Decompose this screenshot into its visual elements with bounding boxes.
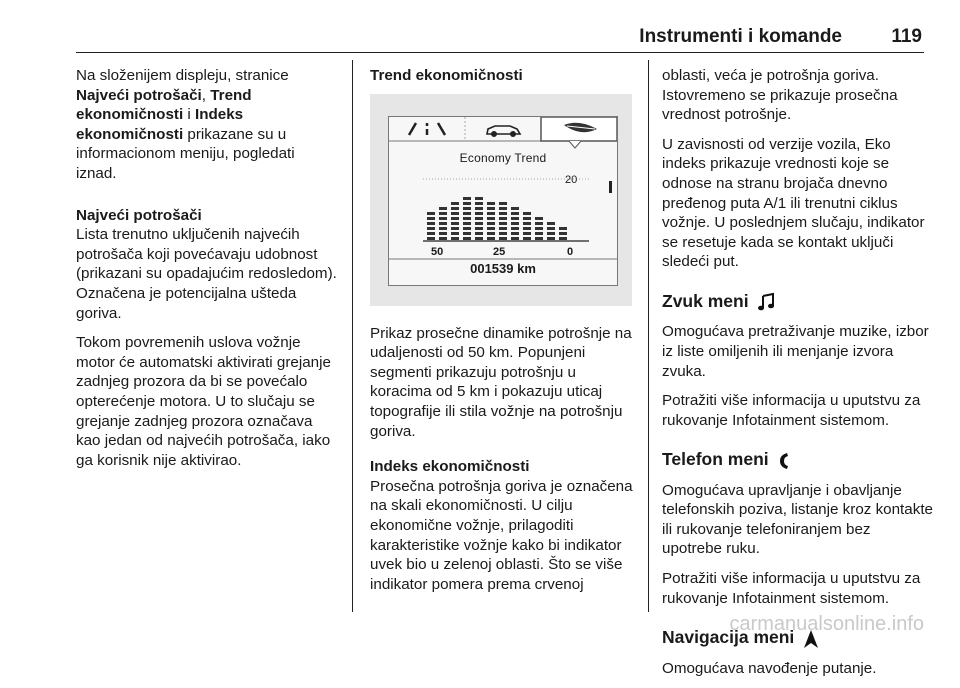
- trend-segment: [559, 227, 567, 230]
- trend-segment: [523, 217, 531, 220]
- car-icon: [487, 126, 520, 136]
- trend-segment: [499, 227, 507, 230]
- paragraph: Potražiti više informacija u uputstvu za rukovanje Infotainment sistemom.: [662, 392, 921, 429]
- left-column: [76, 66, 338, 480]
- trend-segment: [511, 227, 519, 230]
- trend-segment: [499, 222, 507, 225]
- column-divider: [352, 60, 353, 612]
- trend-segment: [439, 217, 447, 220]
- intro-paragraph: Na složenijem displeju, stranice Najveći potrošači, Trend ekonomičnosti i Indeks ekonomičnosti prikazane su u informacionom meniju, pogledati iznad.: [76, 67, 295, 182]
- trend-segment: [475, 232, 483, 235]
- odometer-readout: 001539 km: [470, 261, 536, 276]
- trend-segment: [463, 202, 471, 205]
- page-number: 119: [891, 26, 922, 47]
- trend-segment: [439, 227, 447, 230]
- trend-segment: [451, 212, 459, 215]
- heading-audio-menu: Zvuk meni: [662, 290, 934, 312]
- paragraph: Omogućava navođenje putanje.: [662, 659, 877, 677]
- trend-segment: [487, 212, 495, 215]
- trend-segment: [475, 217, 483, 220]
- trend-segment: [463, 227, 471, 230]
- trend-segment: [487, 237, 495, 240]
- paragraph: oblasti, veća je potrošnja goriva. Istovremeno se prikazuje prosečna vrednost potrošnje.: [662, 67, 898, 124]
- trend-segment: [487, 222, 495, 225]
- phone-handset-icon: [778, 451, 790, 471]
- heading-navigation-menu: Navigacija meni: [662, 626, 934, 648]
- trend-segment: [499, 202, 507, 205]
- trend-segment: [463, 197, 471, 200]
- middle-column: [370, 66, 634, 604]
- trend-segment: [475, 197, 483, 200]
- trend-segment: [463, 207, 471, 210]
- trend-segment: [451, 217, 459, 220]
- trend-segment: [439, 237, 447, 240]
- trend-segment: [487, 202, 495, 205]
- subheading-top-consumers: Najveći potrošači: [76, 206, 202, 224]
- trend-segment: [427, 237, 435, 240]
- trend-segment: [499, 212, 507, 215]
- trend-segment: [463, 237, 471, 240]
- trend-segment: [559, 237, 567, 240]
- trend-segment: [487, 227, 495, 230]
- trend-segment: [439, 207, 447, 210]
- trend-segment: [451, 227, 459, 230]
- trend-segment: [427, 222, 435, 225]
- subheading-economy-trend: Trend ekonomičnosti: [370, 67, 523, 84]
- trend-segment: [475, 212, 483, 215]
- trend-segment: [487, 207, 495, 210]
- economy-trend-figure: [370, 94, 632, 306]
- trend-segment: [511, 222, 519, 225]
- trend-segment: [559, 232, 567, 235]
- trend-segment: [511, 207, 519, 210]
- trend-segment: [511, 232, 519, 235]
- paragraph: Prosečna potrošnja goriva je označena na skali ekonomičnosti. U cilju ekonomične vožnje, prilagoditi karakteristike vožnje kako bi indikator uvek bio u zelenoj oblasti. Što se više indikator pomera prema crvenoj: [370, 477, 633, 593]
- paragraph: Potražiti više informacija u uputstvu za rukovanje Infotainment sistemom.: [662, 570, 921, 607]
- scale-top-label: 20: [565, 173, 578, 186]
- trend-segment: [523, 232, 531, 235]
- trend-segment: [511, 217, 519, 220]
- trend-segment: [475, 237, 483, 240]
- trend-segment: [487, 232, 495, 235]
- trend-segment: [535, 217, 543, 220]
- trend-segment: [523, 212, 531, 215]
- paragraph: U zavisnosti od verzije vozila, Eko indeks prikazuje vrednosti koje se odnose na stranu brojača dnevno pređenog puta A/1 ili trenutni ciklus vožnje. U poslednjem slučaju, indikator se resetuje kada se kontakt uključi sledeći put.: [662, 135, 925, 271]
- display-title: Economy Trend: [459, 150, 547, 165]
- trend-segment: [535, 232, 543, 235]
- axis-label-50: 50: [431, 245, 444, 258]
- trend-segment: [535, 237, 543, 240]
- trend-segment: [499, 237, 507, 240]
- consumption-bars: [427, 197, 567, 240]
- section-title: Instrumenti i komande: [639, 26, 842, 47]
- trend-segment: [463, 222, 471, 225]
- paragraph: Tokom povremenih uslova vožnje motor će automatski aktivirati grejanje zadnjeg prozora da bi se povećalo opterećenje motora. U to slučaju se grejanje zadnjeg prozora označava kao jedan od najvećih potrošača, iako ga korisnik nije aktivirao.: [76, 334, 331, 469]
- axis-label-0: 0: [567, 245, 574, 258]
- trend-segment: [451, 222, 459, 225]
- music-note-icon: [757, 292, 775, 312]
- trend-segment: [511, 212, 519, 215]
- trend-segment: [499, 207, 507, 210]
- trend-segment: [427, 212, 435, 215]
- trend-segment: [475, 207, 483, 210]
- paragraph: Omogućava upravljanje i obavljanje telefonskih poziva, listanje kroz kontakte ili rukovanje telefoniranjem bez upotrebe ruku.: [662, 481, 933, 558]
- trend-segment: [451, 207, 459, 210]
- trend-segment: [427, 227, 435, 230]
- trend-segment: [499, 232, 507, 235]
- watermark: carmanualsonline.info: [729, 613, 924, 635]
- economy-trend-display: [388, 116, 618, 286]
- trend-segment: [439, 222, 447, 225]
- trend-segment: [535, 222, 543, 225]
- trend-segment: [547, 222, 555, 225]
- trend-segment: [427, 232, 435, 235]
- paragraph: Prikaz prosečne dinamike potrošnje na udaljenosti od 50 km. Popunjeni segmenti prikazuju potrošnju u koracima od 5 km i pokazuju uticaj topografije ili stila vožnje na potrošnju goriva.: [370, 324, 632, 440]
- column-divider: [648, 60, 649, 612]
- heading-phone-menu: Telefon meni: [662, 448, 934, 470]
- trend-segment: [487, 217, 495, 220]
- trend-segment: [427, 217, 435, 220]
- trend-segment: [511, 237, 519, 240]
- trend-segment: [475, 202, 483, 205]
- trend-segment: [451, 232, 459, 235]
- trend-segment: [451, 237, 459, 240]
- axis-label-25: 25: [493, 245, 506, 258]
- trend-segment: [499, 217, 507, 220]
- trend-segment: [523, 222, 531, 225]
- trend-segment: [547, 237, 555, 240]
- trend-segment: [475, 222, 483, 225]
- trend-segment: [475, 227, 483, 230]
- trend-segment: [535, 227, 543, 230]
- trend-segment: [523, 227, 531, 230]
- trend-segment: [439, 212, 447, 215]
- trend-segment: [463, 217, 471, 220]
- trend-segment: [463, 232, 471, 235]
- trend-segment: [523, 237, 531, 240]
- subheading-economy-index: Indeks ekonomičnosti: [370, 458, 530, 476]
- trend-segment: [547, 232, 555, 235]
- paragraph: Omogućava pretraživanje muzike, izbor iz liste omiljenih ili menjanje izvora zvuka.: [662, 323, 929, 380]
- lane-assist-icon: [409, 123, 445, 135]
- trend-segment: [451, 202, 459, 205]
- trend-segment: [463, 212, 471, 215]
- trend-segment: [547, 227, 555, 230]
- page-header: [76, 24, 924, 53]
- paragraph: Lista trenutno uključenih najvećih potrošača koji povećavaju udobnost (prikazani su opadajućim redosledom). Označena je potencijalna ušteda goriva.: [76, 226, 337, 322]
- right-column: [662, 66, 934, 688]
- trend-segment: [439, 232, 447, 235]
